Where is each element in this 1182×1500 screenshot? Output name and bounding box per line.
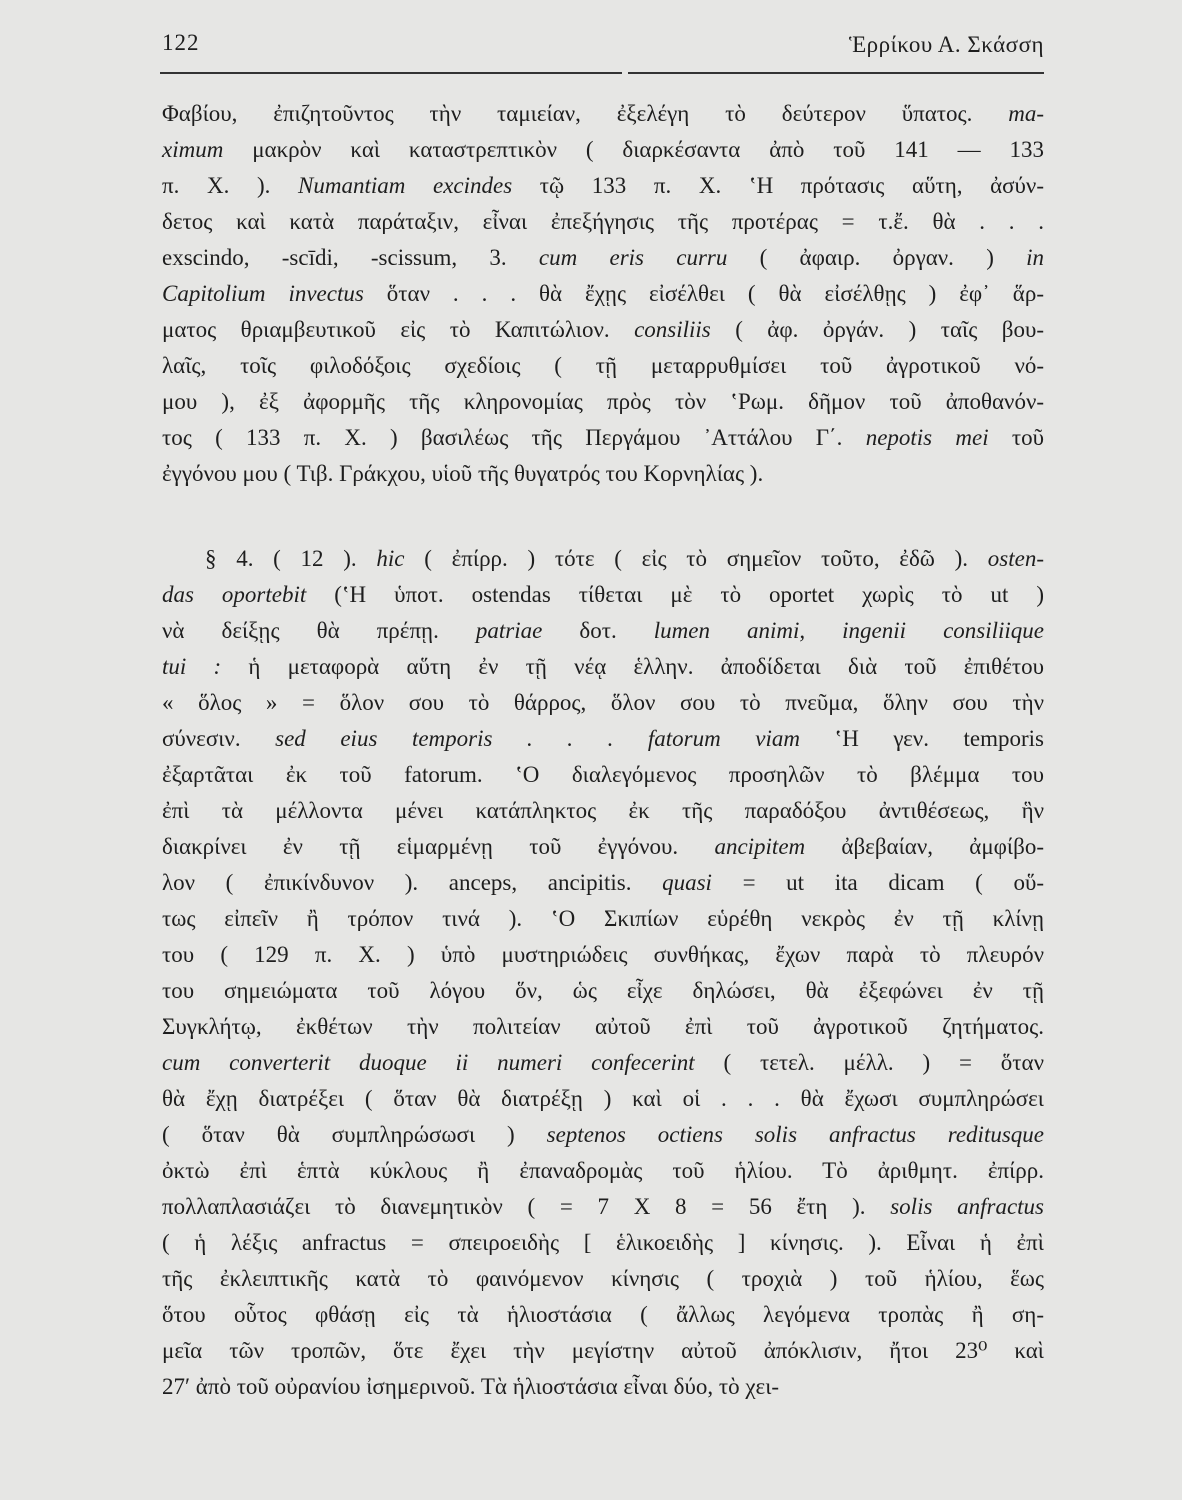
text-run: ( ἀφ. ὀργάν. ) ταῖς βου- — [710, 317, 1044, 342]
text-run: ἡ μεταφορὰ αὕτη ἐν τῇ νέᾳ ἑλλην. ἀποδίδεται διὰ τοῦ ἐπιθέτου — [221, 654, 1044, 679]
text-line — [162, 541, 1044, 577]
text-line — [162, 721, 1044, 757]
text-run: Συγκλήτῳ, ἐκθέτων τὴν πολιτείαν αὐτοῦ ἐπὶ τοῦ ἀγροτικοῦ ζητήματος. — [162, 1014, 1044, 1039]
page-number: 122 — [162, 30, 200, 55]
text-line — [162, 1117, 1044, 1153]
latin-lemma: ma- — [1008, 101, 1044, 126]
page-body — [162, 96, 1044, 1405]
latin-lemma: cum converterit duoque ii numeri confecerint — [162, 1050, 695, 1075]
text-run: ἀβεβαίαν, ἀμφίβο- — [805, 834, 1044, 859]
text-run: ‛Η γεν. temporis — [800, 726, 1044, 751]
latin-lemma: solis anfractus — [890, 1194, 1044, 1219]
text-run: ὅταν . . . θὰ ἔχῃς εἰσέλθει ( θὰ εἰσέλθῃς ) ἐφ᾽ ἅρ- — [363, 281, 1044, 306]
latin-lemma: septenos octiens solis anfractus reditusque — [546, 1122, 1044, 1147]
text-run: τοῦ — [988, 425, 1044, 450]
text-line — [162, 132, 1044, 168]
text-run: ( ἀφαιρ. ὀργαν. ) — [727, 245, 1027, 270]
text-run: § 4. ( 12 ). — [205, 546, 377, 571]
page-header — [162, 28, 1044, 64]
text-line — [162, 1153, 1044, 1189]
text-line — [162, 829, 1044, 865]
text-line — [162, 96, 1044, 132]
text-line — [162, 276, 1044, 312]
latin-lemma: patriae — [475, 618, 543, 643]
text-line — [162, 901, 1044, 937]
latin-lemma: das oportebit — [162, 582, 307, 607]
latin-lemma: hic — [376, 546, 405, 571]
text-run: τῷ 133 π. Χ. ‛Η πρότασις αὕτη, ἀσύν- — [512, 173, 1044, 198]
text-line — [162, 865, 1044, 901]
text-run: διακρίνει ἐν τῇ εἱμαρμένῃ τοῦ ἐγγόνου. — [162, 834, 715, 859]
text-line — [162, 793, 1044, 829]
text-line — [162, 973, 1044, 1009]
text-run: Φαβίου, ἐπιζητοῦντος τὴν ταμιείαν, ἐξελέγη τὸ δεύτερον ὕπατος. — [162, 101, 1009, 126]
text-line — [162, 1369, 1044, 1405]
latin-lemma: sed eius temporis . . . fatorum viam — [275, 726, 800, 751]
text-line — [162, 240, 1044, 276]
paragraph — [162, 96, 1044, 492]
paragraph — [162, 541, 1044, 1405]
text-line — [162, 204, 1044, 240]
text-run: σύνεσιν. — [162, 726, 276, 751]
text-run: του ( 129 π. Χ. ) ὑπὸ μυστηριώδεις συνθήκας, ἔχων παρὰ τὸ πλευρόν — [162, 942, 1044, 967]
text-line — [162, 420, 1044, 456]
text-line — [162, 348, 1044, 384]
text-line — [162, 384, 1044, 420]
text-line — [162, 613, 1044, 649]
text-line — [162, 1297, 1044, 1333]
text-line — [162, 649, 1044, 685]
text-run: ( ἡ λέξις anfractus = σπειροειδὴς [ ἑλικοειδὴς ] κίνησις. ). Εἶναι ἡ ἐπὶ — [162, 1230, 1044, 1255]
text-run: μακρὸν καὶ καταστρεπτικὸν ( διαρκέσαντα ἀπὸ τοῦ 141 — 133 — [223, 137, 1044, 162]
text-run: = ut ita dicam ( οὕ- — [711, 870, 1044, 895]
text-line — [162, 757, 1044, 793]
text-line — [162, 456, 1044, 492]
latin-lemma: Numantiam excindes — [298, 173, 513, 198]
text-run: ( ἐπίρρ. ) τότε ( εἰς τὸ σημεῖον τοῦτο, ἐδῶ ). — [404, 546, 988, 571]
latin-lemma: Capitolium invectus — [162, 281, 364, 306]
running-title: Ἑρρίκου Α. Σκάσση — [848, 32, 1044, 57]
text-run: τως εἰπεῖν ἢ τρόπον τινά ). ‛Ο Σκιπίων εὑρέθη νεκρὸς ἐν τῇ κλίνῃ — [162, 906, 1044, 931]
text-run: πολλαπλασιάζει τὸ διανεμητικὸν ( = 7 X 8 = 56 ἔτη ). — [162, 1194, 891, 1219]
text-line — [162, 1009, 1044, 1045]
latin-lemma: consiliis — [634, 317, 711, 342]
text-run: λον ( ἐπικίνδυνον ). anceps, ancipitis. — [162, 870, 663, 895]
latin-lemma: tui : — [162, 654, 222, 679]
latin-lemma: nepotis mei — [865, 425, 989, 450]
text-line — [162, 1333, 1044, 1369]
text-run: (‛Η ὑποτ. ostendas τίθεται μὲ τὸ oportet χωρὶς τὸ ut ) — [306, 582, 1044, 607]
latin-lemma: quasi — [662, 870, 712, 895]
text-line — [162, 1081, 1044, 1117]
latin-lemma: in — [1026, 245, 1044, 270]
text-run: ὅτου οὗτος φθάσῃ εἰς τὰ ἡλιοστάσια ( ἄλλως λεγόμενα τροπὰς ἢ ση- — [162, 1302, 1044, 1327]
latin-lemma: ximum — [162, 137, 224, 162]
text-run: δοτ. — [542, 618, 654, 643]
text-run: θὰ ἔχῃ διατρέξει ( ὅταν θὰ διατρέξῃ ) καὶ οἱ . . . θὰ ἔχωσι συμπληρώσει — [162, 1086, 1044, 1111]
text-line — [162, 1225, 1044, 1261]
text-run: ἐξαρτᾶται ἐκ τοῦ fatorum. ‛Ο διαλεγόμενος προσηλῶν τὸ βλέμμα του — [162, 762, 1044, 787]
text-run: π. Χ. ). — [162, 173, 299, 198]
latin-lemma: lumen animi, ingenii consiliique — [653, 618, 1044, 643]
text-run: ματος θριαμβευτικοῦ εἰς τὸ Καπιτώλιον. — [162, 317, 635, 342]
text-line — [162, 1189, 1044, 1225]
text-run: μεῖα τῶν τροπῶν, ὅτε ἔχει τὴν μεγίστην αὐτοῦ ἀπόκλισιν, ἤτοι 23⁰ καὶ — [162, 1338, 1044, 1363]
text-line — [162, 577, 1044, 613]
latin-lemma: osten- — [987, 546, 1044, 571]
text-run: λαῖς, τοῖς φιλοδόξοις σχεδίοις ( τῇ μεταρρυθμίσει τοῦ ἀγροτικοῦ νό- — [162, 353, 1044, 378]
text-run: exscindo, -scīdi, -scissum, 3. — [162, 245, 539, 270]
text-line — [162, 937, 1044, 973]
text-run: τος ( 133 π. Χ. ) βασιλέως τῆς Περγάμου ᾿Αττάλου Γ΄. — [162, 425, 866, 450]
text-run: 27′ ἀπὸ τοῦ οὐρανίου ἰσημερινοῦ. Τὰ ἡλιοστάσια εἶναι δύο, τὸ χει- — [162, 1374, 780, 1399]
text-line — [162, 312, 1044, 348]
text-line — [162, 1045, 1044, 1081]
header-rule-right — [628, 72, 1044, 74]
text-run: ( τετελ. μέλλ. ) = ὅταν — [694, 1050, 1045, 1075]
text-run: ἐπὶ τὰ μέλλοντα μένει κατάπληκτος ἐκ τῆς παραδόξου ἀντιθέσεως, ἣν — [162, 798, 1044, 823]
latin-lemma: ancipitem — [714, 834, 806, 859]
text-run: « ὅλος » = ὅλον σου τὸ θάρρος, ὅλον σου τὸ πνεῦμα, ὅλην σου τὴν — [162, 690, 1044, 715]
text-line — [162, 1261, 1044, 1297]
text-run: ὀκτὼ ἐπὶ ἑπτὰ κύκλους ἢ ἐπαναδρομὰς τοῦ ἡλίου. Τὸ ἀριθμητ. ἐπίρρ. — [162, 1158, 1044, 1183]
text-run: τῆς ἐκλειπτικῆς κατὰ τὸ φαινόμενον κίνησις ( τροχιὰ ) τοῦ ἡλίου, ἕως — [162, 1266, 1044, 1291]
text-run: νὰ δείξῃς θὰ πρέπῃ. — [162, 618, 476, 643]
latin-lemma: cum eris curru — [538, 245, 728, 270]
text-run: ἐγγόνου μου ( Τιβ. Γράκχου, υἱοῦ τῆς θυγατρός του Κορνηλίας ). — [162, 461, 764, 486]
text-run: δετος καὶ κατὰ παράταξιν, εἶναι ἐπεξήγησις τῆς προτέρας = τ.ἔ. θὰ . . . — [162, 209, 1044, 234]
text-run: μου ), ἐξ ἀφορμῆς τῆς κληρονομίας πρὸς τὸν ‛Ρωμ. δῆμον τοῦ ἀποθανόν- — [162, 389, 1044, 414]
text-run: του σημειώματα τοῦ λόγου ὅν, ὡς εἶχε δηλώσει, θὰ ἐξεφώνει ἐν τῇ — [162, 978, 1044, 1003]
header-rule-left — [160, 72, 622, 74]
text-run: ( ὅταν θὰ συμπληρώσωσι ) — [162, 1122, 547, 1147]
text-line — [162, 685, 1044, 721]
text-line — [162, 168, 1044, 204]
